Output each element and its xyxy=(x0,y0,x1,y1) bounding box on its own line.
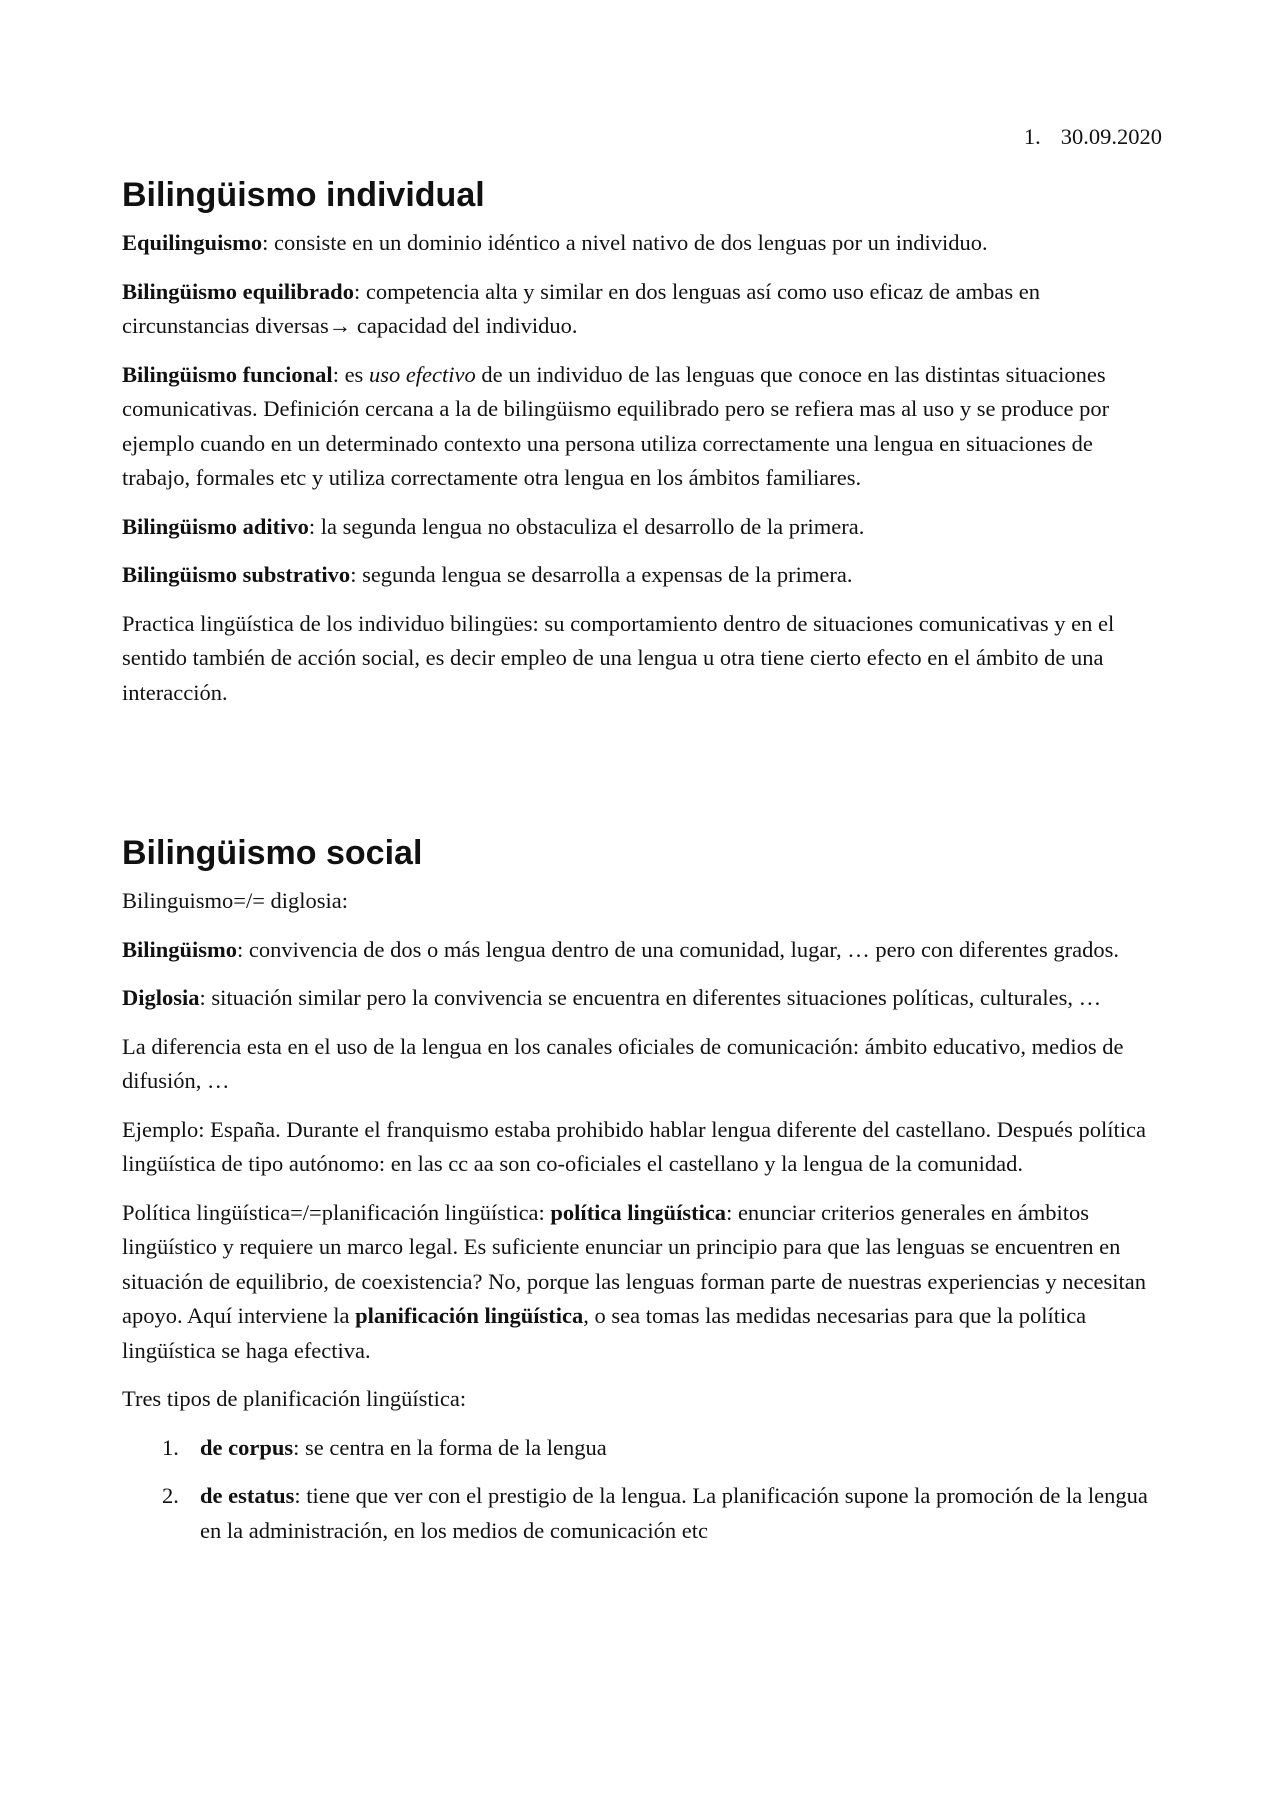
date-line xyxy=(762,120,1162,154)
term: política lingüística xyxy=(550,1199,727,1225)
planning-types-list xyxy=(122,1431,1162,1549)
paragraph-equilinguismo: Equilinguismo: consiste en un dominio idéntico a nivel nativo de dos lenguas por un individuo. xyxy=(122,230,988,255)
term: Bilingüismo aditivo xyxy=(122,513,309,539)
paragraph-bilinguismo: Bilingüismo: convivencia de dos o más lengua dentro de una comunidad, lugar, … pero con diferentes grados. xyxy=(122,936,1119,962)
term: planificación lingüística xyxy=(355,1303,584,1328)
term: de corpus xyxy=(200,1434,294,1460)
paragraph-tipos: Tres tipos de planificación lingüística: xyxy=(122,1386,467,1411)
paragraph-intro: Bilinguismo=/= diglosia: xyxy=(122,888,349,913)
term: Bilingüismo funcional xyxy=(122,361,333,387)
paragraph-aditivo: Bilingüismo aditivo: la segunda lengua no obstaculiza el desarrollo de la primera. xyxy=(122,513,865,539)
paragraph-substrativo: Bilingüismo substrativo: segunda lengua se desarrolla a expensas de la primera. xyxy=(122,562,853,587)
term: Diglosia xyxy=(122,985,200,1010)
date-list-number: 1. xyxy=(1023,124,1041,149)
section-individual xyxy=(122,226,1162,724)
paragraph-ejemplo: Ejemplo: España. Durante el franquismo estaba prohibido hablar lengua diferente del castellano. Después política lingüística de tipo autónomo: en las cc aa son co-oficiales el castellano y la lengua de la comunidad. xyxy=(122,1116,1147,1176)
term: Bilingüismo xyxy=(122,936,238,962)
emphasis: uso efectivo xyxy=(368,361,476,387)
paragraph-politica: Política lingüística=/=planificación lingüística: política lingüística: enunciar criterios generales en ámbitos lingüístico y requiere un marco legal. Es suficiente enunciar un principio para que las lenguas se encuentren en situación de equilibrio, de coexistencia? No, porque las lenguas forman parte de nuestras experiencias y necesitan apoyo. Aquí interviene la planificación lingüística, o sea tomas las medidas necesarias para que la política lingüística se haga efectiva. xyxy=(122,1199,1146,1363)
term: Bilingüismo substrativo xyxy=(122,562,351,587)
list-number: 2. xyxy=(162,1483,179,1508)
heading-social: Bilingüismo social xyxy=(122,834,423,872)
paragraph-diferencia: La diferencia esta en el uso de la lengua en los canales oficiales de comunicación: ámbito educativo, medios de difusión, … xyxy=(122,1033,1124,1093)
list-item: 1. de corpus: se centra en la forma de la lengua xyxy=(122,1431,1162,1466)
term: de estatus xyxy=(200,1483,295,1508)
term: Equilinguismo xyxy=(122,230,263,255)
list-item: 2. de estatus: tiene que ver con el prestigio de la lengua. La planificación supone la promoción de la lengua en la administración, en los medios de comunicación etc xyxy=(122,1479,1162,1548)
term: Bilingüismo equilibrado xyxy=(122,278,354,304)
list-number: 1. xyxy=(162,1434,179,1460)
date-text: 30.09.2020 xyxy=(1060,124,1162,149)
paragraph-diglosia: Diglosia: situación similar pero la convivencia se encuentra en diferentes situaciones políticas, culturales, … xyxy=(122,985,1102,1010)
paragraph-funcional: Bilingüismo funcional: es uso efectivo de un individuo de las lenguas que conoce en las distintas situaciones comunicativas. Definición cercana a la de bilingüismo equilibrado pero se refiera mas al uso y se produce por ejemplo cuando en un determinado contexto una persona utiliza correctamente una lengua en situaciones de trabajo, formales etc y utiliza correctamente otra lengua en los ámbitos familiares. xyxy=(122,361,1110,490)
heading-individual: Bilingüismo individual xyxy=(122,176,485,214)
paragraph-equilibrado: Bilingüismo equilibrado: competencia alta y similar en dos lenguas así como uso eficaz de ambas en circunstancias diversas→ capacidad del individuo. xyxy=(122,278,1040,338)
section-social xyxy=(122,884,1162,1562)
paragraph-practica: Practica lingüística de los individuo bilingües: su comportamiento dentro de situaciones comunicativas y en el sentido también de acción social, es decir empleo de una lengua u otra tiene cierto efecto en el ámbito de una interacción. xyxy=(122,610,1115,705)
